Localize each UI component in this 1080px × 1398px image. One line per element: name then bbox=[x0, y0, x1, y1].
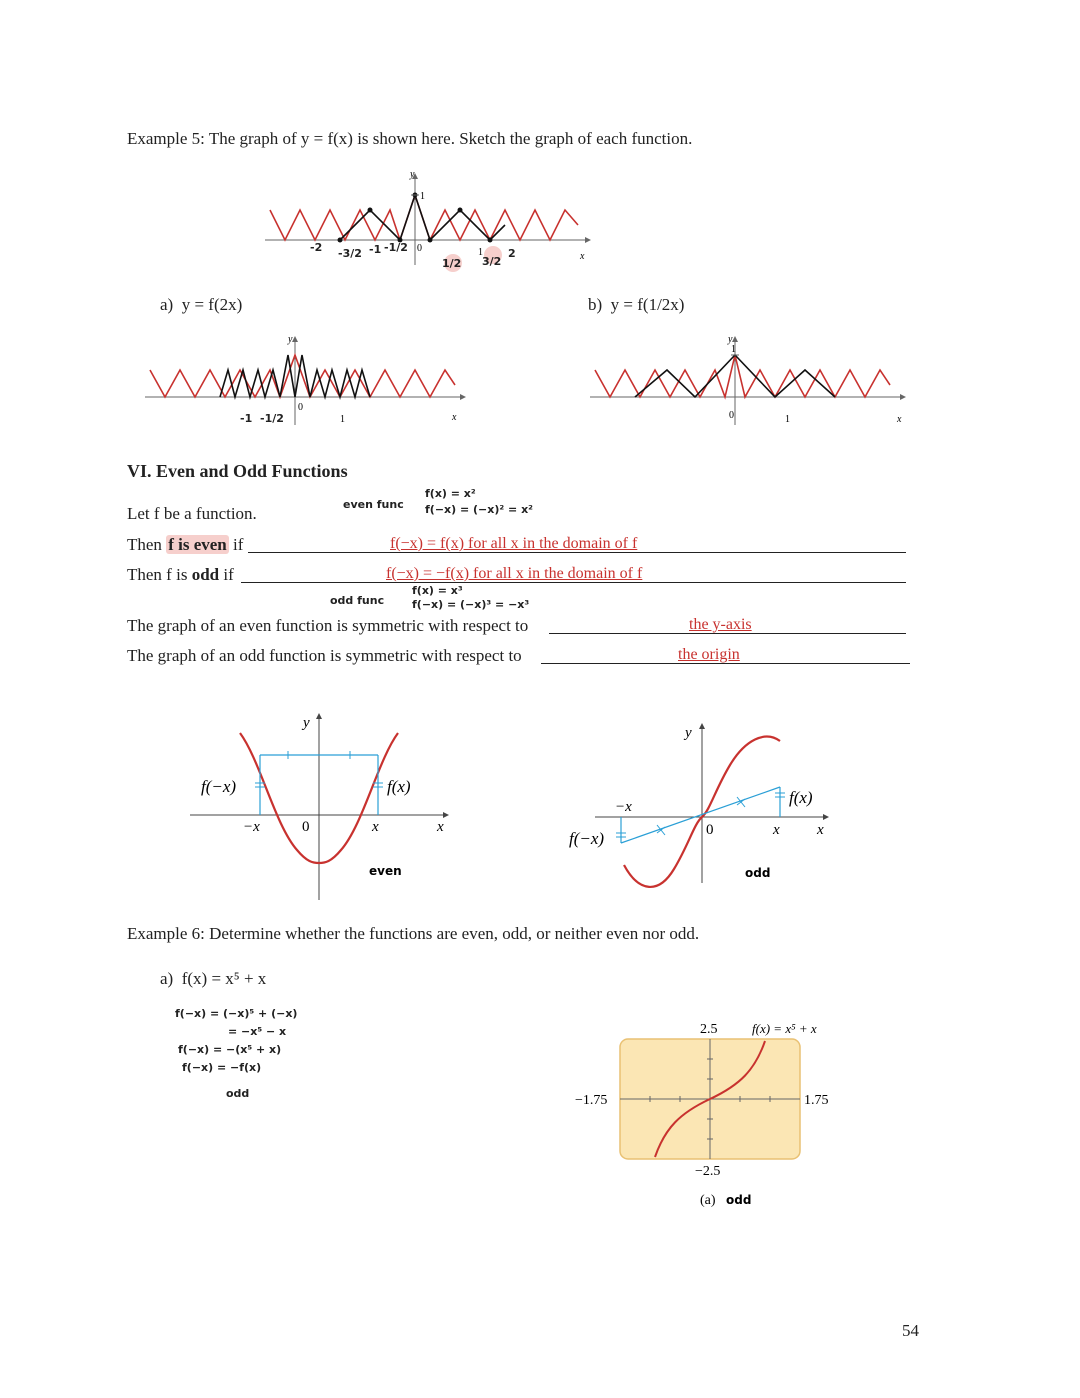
odd-zero: 0 bbox=[706, 822, 714, 838]
work-line-3: f(−x) = −(x⁵ + x) bbox=[178, 1043, 282, 1056]
odd-function-graph bbox=[565, 715, 845, 890]
main-tick-label: 2 bbox=[508, 247, 516, 260]
even-neg-x: −x bbox=[243, 819, 260, 835]
even-x-axis: x bbox=[437, 819, 444, 835]
odd-x-axis: x bbox=[817, 822, 824, 838]
odd-line: Then f is odd if bbox=[127, 565, 234, 584]
b-origin: 0 bbox=[729, 410, 734, 421]
note-odd-1: f(x) = x³ bbox=[412, 584, 463, 597]
even-note: even bbox=[369, 864, 402, 878]
main-origin: 0 bbox=[417, 243, 422, 254]
ex6-func-label: f(x) = x⁵ + x bbox=[752, 1021, 817, 1036]
even-symmetry-text: The graph of an even function is symmetric with respect to bbox=[127, 616, 529, 635]
work-answer: odd bbox=[226, 1087, 250, 1100]
ex6-xmin: −1.75 bbox=[575, 1093, 608, 1108]
even-zero: 0 bbox=[302, 819, 310, 835]
main-tick-1: 1 bbox=[420, 191, 425, 202]
example6-part-a: a) f(x) = x⁵ + x bbox=[160, 969, 267, 988]
even-line: Then f is even if bbox=[127, 535, 244, 554]
example5-main-graph bbox=[260, 165, 600, 275]
main-axis-y: y bbox=[410, 169, 415, 180]
part-b-label: b) y = f(1/2x) bbox=[588, 295, 685, 314]
b-axis-x: x bbox=[897, 414, 902, 425]
odd-note: odd bbox=[745, 866, 771, 880]
even-f-x: f(x) bbox=[387, 777, 411, 796]
note-even-1: f(x) = x² bbox=[425, 487, 476, 500]
even-y: y bbox=[303, 715, 310, 731]
example6-graph bbox=[570, 1015, 870, 1215]
a-tick-neg-1: -1 bbox=[240, 412, 253, 425]
main-tick-pos-1: 1 bbox=[478, 247, 483, 258]
odd-symmetry-answer: the origin bbox=[678, 646, 740, 663]
odd-neg-x: −x bbox=[615, 799, 632, 815]
ex6-xmax: 1.75 bbox=[804, 1093, 829, 1108]
page-number: 54 bbox=[902, 1321, 919, 1340]
example5-title: Example 5: The graph of y = f(x) is shown here. Sketch the graph of each function. bbox=[127, 129, 693, 148]
even-f-neg-x: f(−x) bbox=[201, 777, 237, 796]
b-tick-1: 1 bbox=[785, 414, 790, 425]
main-axis-x: x bbox=[580, 251, 585, 262]
note-even-func: even func bbox=[343, 498, 404, 511]
ex6-caption: (a) bbox=[700, 1193, 716, 1208]
note-odd-func: odd func bbox=[330, 594, 385, 607]
main-tick-label: 3/2 bbox=[482, 255, 502, 268]
odd-y: y bbox=[685, 725, 692, 741]
a-tick-neg-half: -1/2 bbox=[260, 412, 284, 425]
main-tick-label: -2 bbox=[310, 241, 323, 254]
ex6-ymax: 2.5 bbox=[700, 1022, 718, 1037]
odd-answer: f(−x) = −f(x) for all x in the domain of f bbox=[386, 565, 643, 582]
odd-x: x bbox=[773, 822, 780, 838]
ex6-ymin: −2.5 bbox=[695, 1164, 721, 1179]
a-origin: 0 bbox=[298, 402, 303, 413]
note-even-2: f(−x) = (−x)² = x² bbox=[425, 503, 534, 516]
work-line-1: f(−x) = (−x)⁵ + (−x) bbox=[175, 1007, 298, 1020]
main-tick-label: -1 bbox=[369, 243, 382, 256]
even-answer: f(−x) = f(x) for all x in the domain of f bbox=[390, 535, 638, 552]
b-axis-y: y bbox=[728, 334, 733, 345]
work-line-2: = −x⁵ − x bbox=[228, 1025, 287, 1038]
a-axis-x: x bbox=[452, 412, 457, 423]
even-x: x bbox=[372, 819, 379, 835]
odd-symmetry-text: The graph of an odd function is symmetric with respect to bbox=[127, 646, 522, 665]
a-tick-1: 1 bbox=[340, 414, 345, 425]
let-text: Let f be a function. bbox=[127, 504, 257, 523]
part-a-graph bbox=[140, 330, 470, 430]
even-function-graph bbox=[185, 705, 465, 905]
note-odd-2: f(−x) = (−x)³ = −x³ bbox=[412, 598, 530, 611]
part-b-graph bbox=[585, 330, 915, 430]
main-tick-label: -1/2 bbox=[384, 241, 408, 254]
ex6-caption-note: odd bbox=[726, 1193, 752, 1207]
part-a-label: a) y = f(2x) bbox=[160, 295, 243, 314]
odd-f-neg-x: f(−x) bbox=[569, 829, 605, 848]
b-tick-y1: 1 bbox=[731, 344, 736, 355]
section-heading: VI. Even and Odd Functions bbox=[127, 461, 348, 481]
odd-f-x: f(x) bbox=[789, 788, 813, 807]
example6-title: Example 6: Determine whether the functions are even, odd, or neither even nor odd. bbox=[127, 924, 700, 943]
even-symmetry-answer: the y-axis bbox=[689, 616, 752, 633]
a-axis-y: y bbox=[288, 334, 293, 345]
main-tick-label: 1/2 bbox=[442, 257, 462, 270]
main-tick-label: -3/2 bbox=[338, 247, 362, 260]
work-line-4: f(−x) = −f(x) bbox=[182, 1061, 262, 1074]
